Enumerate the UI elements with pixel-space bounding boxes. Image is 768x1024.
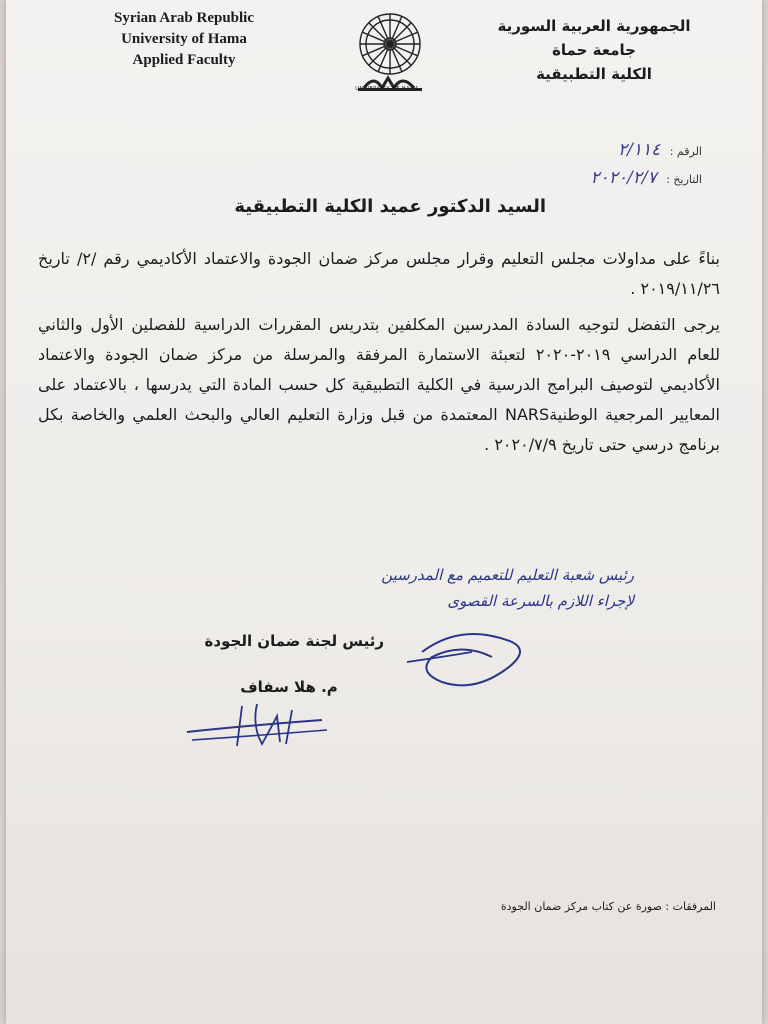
addressee: السيد الدكتور عميد الكلية التطبيقية [234, 196, 546, 217]
reference-number-label: الرقم : [669, 145, 702, 158]
handwritten-note-line-1: رئيس شعبة التعليم للتعميم مع المدرسين [381, 566, 634, 584]
document-page [6, 0, 762, 1024]
letterhead-arabic-line-2: جامعة حماة [552, 41, 636, 59]
letterhead-english-line-3: Applied Faculty [132, 52, 236, 68]
reference-date [590, 168, 702, 188]
letterhead-english [84, 8, 284, 71]
body-paragraph-2: يرجى التفضل لتوجيه السادة المدرسين المكلفين بتدريس المقررات الدراسية للفصلين الأول والثاني للعام الدراسي ٢٠١٩-٢٠٢٠ لتعبئة الاستمارة المرفقة والمرسلة من مركز ضمان الجودة والاعتماد الأكاديمي لتوصيف البرامج الدرسية في الكلية التطبيقية كل حسب المادة التي يدرسها ، بالاعتماد على المعايير المرجعية الوطنيةNARS المعتمدة من قبل وزارة التعليم العالي والبحث العلمي والخاصة بكل برنامج درسي حتى تاريخ ٢٠٢٠/٧/٩ . [38, 315, 721, 454]
handwritten-note-line-2: لإجراء اللازم بالسرعة القصوى [447, 592, 634, 610]
signatory-signature-icon [182, 696, 332, 756]
signature-icon [402, 612, 542, 712]
signatory-name: م. هلا سفاف [240, 678, 338, 696]
letterhead-arabic-line-1: الجمهورية العربية السورية [497, 17, 691, 35]
reference-number [618, 140, 702, 160]
letter-body [38, 244, 720, 466]
letterhead-arabic [474, 14, 714, 86]
signatory-title: رئيس لجنة ضمان الجودة [204, 632, 384, 650]
attachments-note: المرفقات : صورة عن كتاب مركز ضمان الجودة [500, 900, 716, 913]
logo-caption: UNIVERSITY OF HAMA [355, 86, 419, 92]
reference-date-value: ٢٠٢٠/٢/٧ [590, 168, 657, 188]
letterhead-english-line-1: Syrian Arab Republic [113, 10, 255, 26]
handwritten-note [381, 562, 634, 614]
body-paragraph-1: بناءً على مداولات مجلس التعليم وقرار مجلس مركز ضمان الجودة والاعتماد الأكاديمي رقم /٢/ تاريخ ٢٠١٩/١١/٢٦ . [38, 249, 721, 298]
reference-date-label: التاريخ : [666, 173, 702, 186]
letterhead-english-line-2: University of Hama [121, 31, 247, 47]
reference-number-value: ٢/١١٤ [617, 140, 661, 160]
letterhead-arabic-line-3: الكلية التطبيقية [536, 65, 652, 83]
